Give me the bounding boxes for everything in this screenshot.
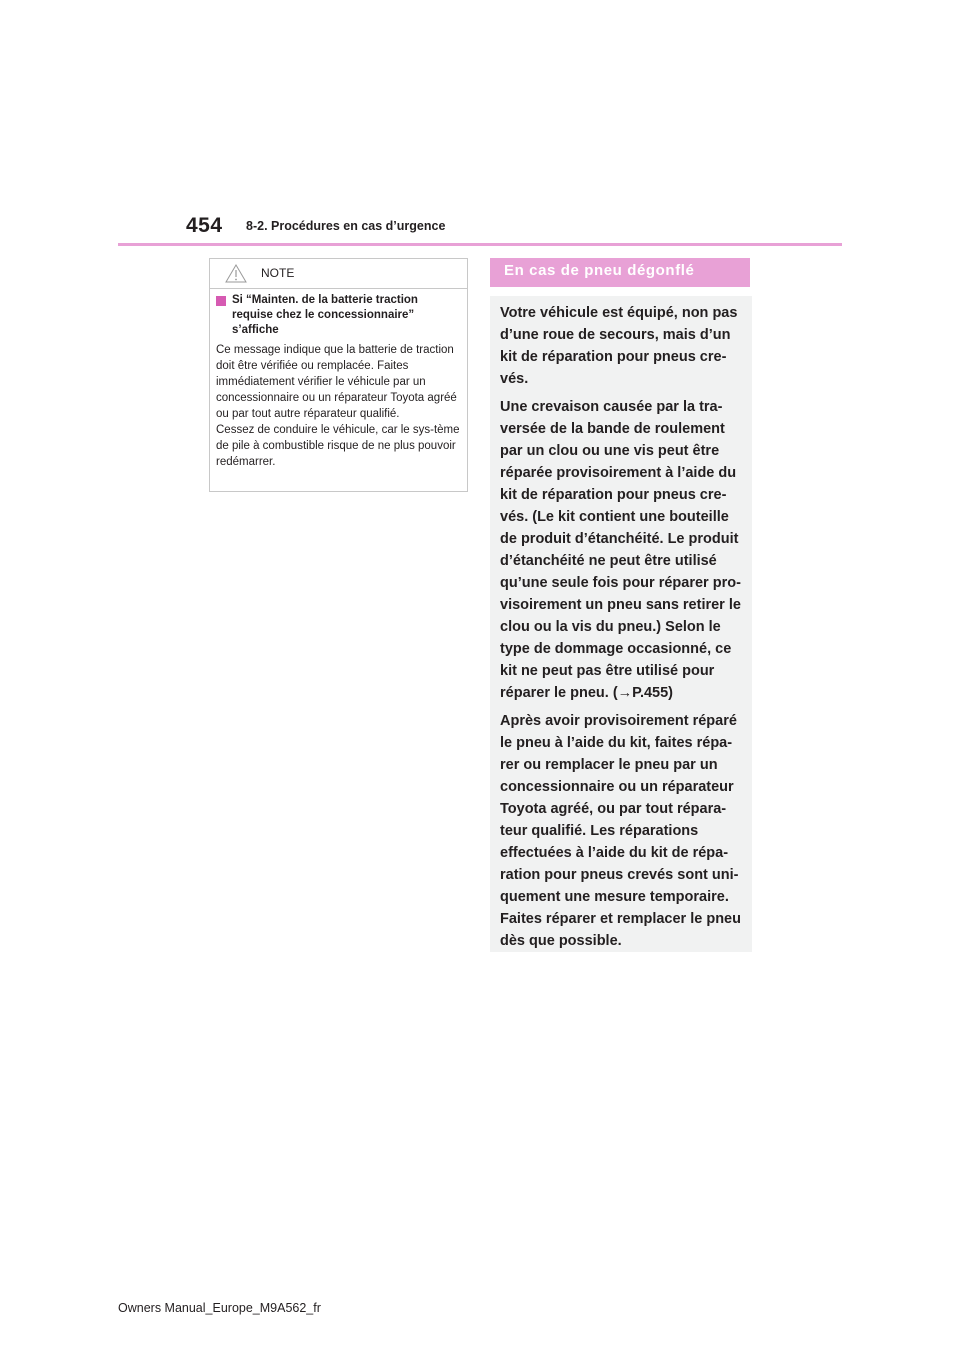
paragraph-3: Après avoir provisoirement réparé le pneu à l’aide du kit, faites répa-rer ou remplacer le pneu par un concessionnaire ou un réparateur Toyota agréé, ou par tout répara-teur qualifié. Les réparations effectuées à l’aide du kit de répa-ration pour pneus crevés sont uni-quement une mesure temporaire. Faites réparer et remplacer le pneu dès que possible. xyxy=(500,713,741,949)
note-body xyxy=(210,289,467,470)
section-banner: En cas de pneu dégonflé xyxy=(490,258,750,287)
note-header xyxy=(210,259,467,289)
header-rule xyxy=(118,243,842,246)
square-bullet-icon xyxy=(216,296,226,306)
paragraph-2: Une crevaison causée par la tra-versée de la bande de roulement par un clou ou une vis peut être réparée provisoirement à l’aide du kit de réparation pour pneus cre-vés. (Le kit contient une bouteille de produit d’étanchéité. Le produit d’étanchéité ne peut être utilisé qu’une seule fois pour réparer pro-visoirement un pneu sans retirer le clou ou la vis du pneu.) Selon le type de dommage occasionné, ce kit ne peut pas être utilisé pour réparer le pneu. (→P.455) xyxy=(500,399,741,701)
content-panel xyxy=(490,296,752,952)
page-number: 454 xyxy=(186,214,223,237)
warning-triangle-icon xyxy=(225,264,247,283)
note-box xyxy=(209,258,468,492)
note-text: Ce message indique que la batterie de traction doit être vérifiée ou remplacée. Faites immédiatement vérifier le véhicule par un concessionnaire ou un réparateur Toyota agréé ou par tout autre réparateur qualifié. xyxy=(216,344,457,420)
note-text-2: Cessez de conduire le véhicule, car le sys-tème de pile à combustible risque de ne plus pouvoir redémarrer. xyxy=(216,424,460,468)
footer-text: Owners Manual_Europe_M9A562_fr xyxy=(118,1301,321,1315)
section-title: 8-2. Procédures en cas d’urgence xyxy=(246,219,446,233)
note-heading-row xyxy=(216,293,461,338)
note-heading: Si “Mainten. de la batterie traction requise chez le concessionnaire” s’affiche xyxy=(232,294,418,336)
paragraph-1: Votre véhicule est équipé, non pas d’une roue de secours, mais d’un kit de réparation pour pneus cre-vés. xyxy=(500,305,738,387)
note-label: NOTE xyxy=(261,266,295,280)
